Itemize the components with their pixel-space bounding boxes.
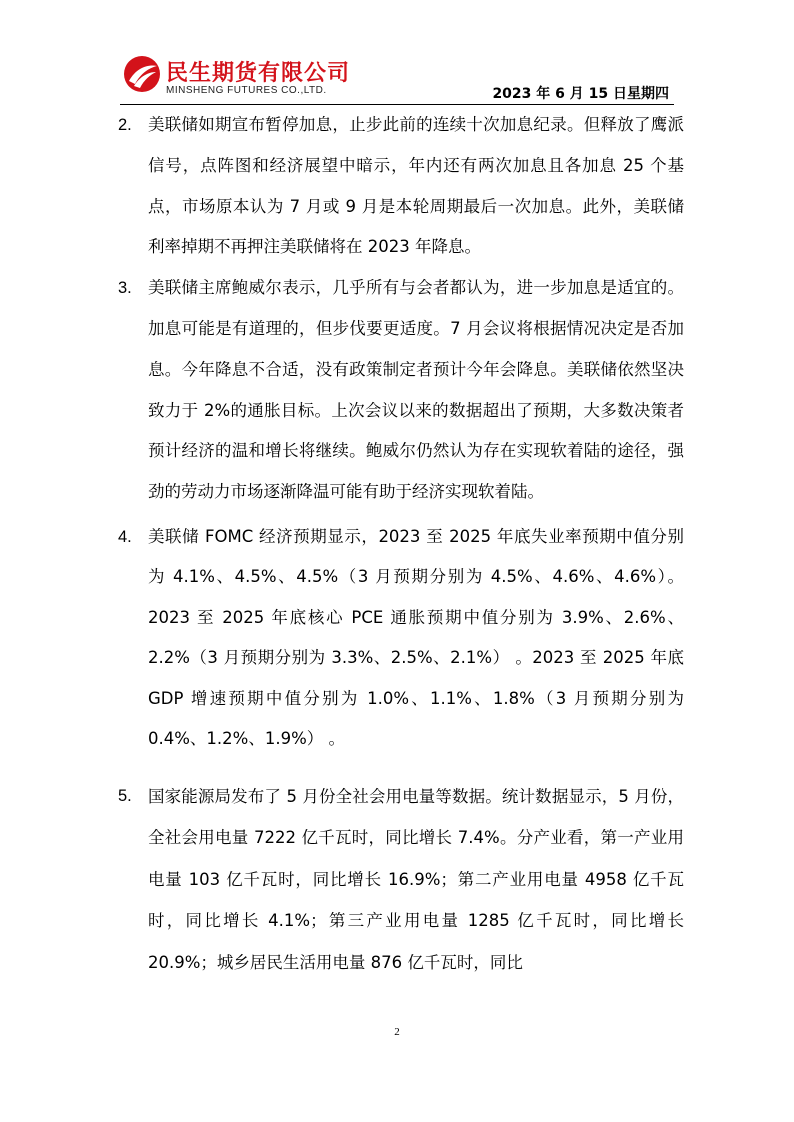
item-text: 美联储 FOMC 经济预期显示，2023 至 2025 年底失业率预期中值分别为 4.1%、4.5%、4.5%（3 月预期分别为 4.5%、4.6%、4.6%）。2023 至 2025 年底核心 PCE 通胀预期中值分别为 3.9%、2.6%、2.2%（3 月预期分别为 3.3%、2.5%、2.1%） 。2023 至 2025 年底 GDP 增速预期中值分别为 1.0%、1.1%、1.8%（3 月预期分别为 0.4%、1.2%、1.9%） 。 bbox=[148, 526, 684, 749]
page-number: 2 bbox=[394, 1026, 400, 1038]
list-item bbox=[118, 776, 684, 984]
item-text: 美联储主席鲍威尔表示，几乎所有与会者都认为，进一步加息是适宜的。加息可能是有道理的，但步伐要更适度。7 月会议将根据情况决定是否加息。今年降息不合适，没有政策制定者预计今年会降息。美联储依然坚决致力于 2%的通胀目标。上次会议以来的数据超出了预期，大多数决策者预计经济的温和增长将继续。鲍威尔仍然认为存在实现软着陆的途径，强劲的劳动力市场逐渐降温可能有助于经济实现软着陆。 bbox=[148, 278, 684, 502]
page-header bbox=[0, 0, 794, 110]
minsheng-logo-icon bbox=[122, 54, 162, 94]
item-number: 5. bbox=[118, 786, 132, 805]
item-number: 4. bbox=[118, 527, 132, 546]
item-number: 3. bbox=[118, 279, 132, 298]
company-name-cn: 民生期货有限公司 bbox=[166, 61, 351, 86]
item-text: 国家能源局发布了 5 月份全社会用电量等数据。统计数据显示，5 月份，全社会用电量 7222 亿千瓦时，同比增长 7.4%。分产业看，第一产业用电量 103 亿千瓦时，同比增长 16.9%；第二产业用电量 4958 亿千瓦时，同比增长 4.1%；第三产业用电量 1285 亿千瓦时，同比增长 20.9%；城乡居民生活用电量 876 亿千瓦时，同比 bbox=[148, 786, 684, 972]
list-item bbox=[118, 105, 684, 268]
item-number: 2. bbox=[118, 116, 132, 134]
company-name-en: MINSHENG FUTURES CO.,LTD. bbox=[166, 85, 327, 96]
news-list bbox=[118, 105, 684, 983]
list-item bbox=[118, 268, 684, 513]
report-date: 2023 年 6 月 15 日星期四 bbox=[492, 86, 669, 102]
item-text: 美联储如期宣布暂停加息，止步此前的连续十次加息纪录。但释放了鹰派信号，点阵图和经济展望中暗示，年内还有两次加息且各加息 25 个基点，市场原本认为 7 月或 9 月是本轮周期最后一次加息。此外，美联储利率掉期不再押注美联储将在 2023 年降息。 bbox=[148, 115, 684, 257]
list-item bbox=[118, 517, 684, 760]
